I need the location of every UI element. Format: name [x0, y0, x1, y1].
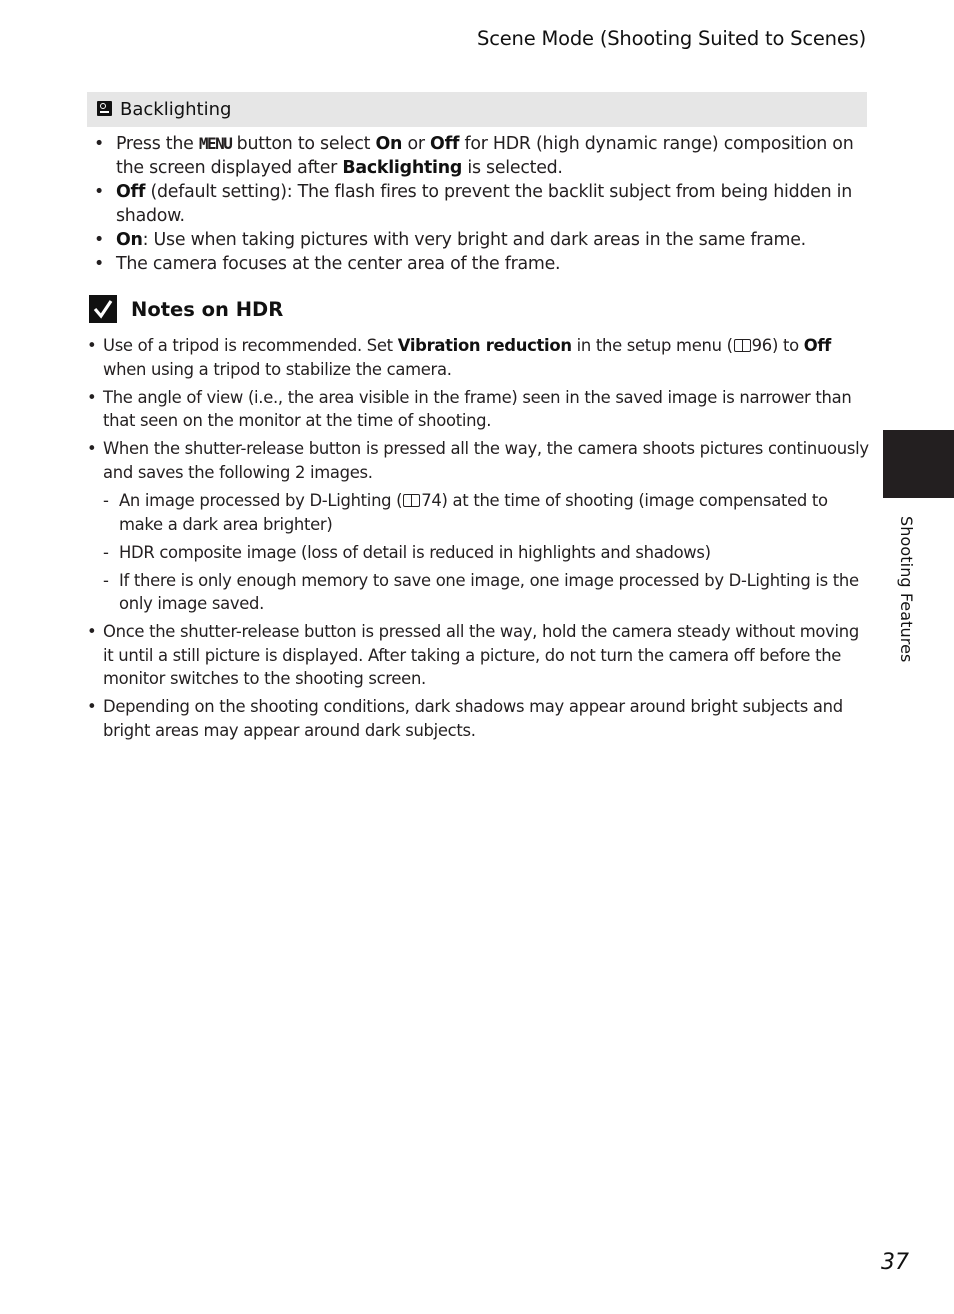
text-run: or: [402, 134, 431, 154]
list-item: [86, 386, 871, 433]
text-run: is selected.: [462, 158, 563, 178]
page-header-title: Scene Mode (Shooting Suited to Scenes): [477, 27, 866, 50]
option-on: On: [375, 134, 403, 154]
text-run: Press the: [116, 134, 199, 154]
option-off: Off: [803, 336, 832, 355]
option-off: Off: [116, 182, 146, 202]
list-item: [86, 334, 871, 381]
list-item: [92, 228, 867, 252]
backlighting-scene-icon: [97, 101, 112, 116]
list-item: [92, 132, 867, 180]
option-on: On: [116, 230, 143, 250]
text-run: The angle of view (i.e., the area visible in the frame) seen in the saved image is narrower than that seen on the monitor at the time of shooting.: [103, 387, 852, 430]
list-item: [86, 620, 871, 691]
text-run: ) at the time of shooting (image compensated to make a dark area brighter): [119, 491, 828, 534]
text-run: HDR composite image (loss of detail is reduced in highlights and shadows): [119, 542, 711, 562]
text-run: : Use when taking pictures with very bright and dark areas in the same frame.: [142, 230, 806, 250]
list-item: [86, 695, 871, 742]
page-number: 37: [881, 1250, 909, 1275]
text-run: Use of a tripod is recommended. Set: [103, 336, 398, 355]
chapter-tab: [883, 430, 954, 498]
option-backlighting: Backlighting: [342, 158, 463, 178]
check-icon: [89, 295, 117, 323]
chapter-label: Shooting Features: [897, 516, 916, 663]
sub-list-item: [103, 541, 871, 565]
sub-list-item: [103, 489, 871, 536]
setting-vibration-reduction: Vibration reduction: [397, 336, 572, 355]
book-reference-icon: [403, 494, 420, 507]
text-run: The camera focuses at the center area of the frame.: [116, 254, 561, 274]
text-run: Once the shutter-release button is pressed all the way, hold the camera steady without moving it until a still picture is displayed. After taking a picture, do not turn the camera off before the monitor switches to the shooting screen.: [103, 622, 859, 688]
sub-list-item: [103, 569, 871, 616]
saved-images-sub-list: [103, 489, 871, 616]
text-run: ) to: [771, 336, 804, 355]
section-title: Backlighting: [120, 99, 232, 120]
text-run: for HDR (high dynamic range) composition on the screen displayed after: [116, 134, 854, 178]
text-run: When the shutter-release button is pressed all the way, the camera shoots pictures continuously and saves the following 2 images.: [103, 439, 869, 482]
page-reference: 74: [421, 491, 442, 510]
text-run: when using a tripod to stabilize the camera.: [103, 359, 452, 379]
list-item: [86, 437, 871, 616]
page-reference: 96: [751, 336, 772, 355]
book-reference-icon: [734, 339, 751, 352]
notes-title: Notes on HDR: [131, 297, 284, 321]
notes-bullet-list: [86, 334, 871, 747]
text-run: An image processed by D-Lighting (: [119, 491, 403, 510]
check-icon-glyph: [93, 299, 113, 319]
notes-heading: [89, 293, 283, 325]
text-run: Depending on the shooting conditions, dark shadows may appear around bright subjects and bright areas may appear around dark subjects.: [103, 697, 843, 740]
backlighting-bullet-list: [92, 132, 867, 276]
text-run: (default setting): The flash fires to prevent the backlit subject from being hidden in shadow.: [116, 182, 853, 226]
list-item: [92, 252, 867, 276]
section-heading-bar: [87, 92, 867, 127]
text-run: If there is only enough memory to save one image, one image processed by D-Lighting is the only image saved.: [119, 570, 859, 613]
text-run: in the setup menu (: [571, 336, 733, 355]
menu-button-icon: MENU: [198, 134, 232, 153]
list-item: [92, 180, 867, 228]
text-run: button to select: [231, 134, 376, 154]
option-off: Off: [430, 134, 460, 154]
